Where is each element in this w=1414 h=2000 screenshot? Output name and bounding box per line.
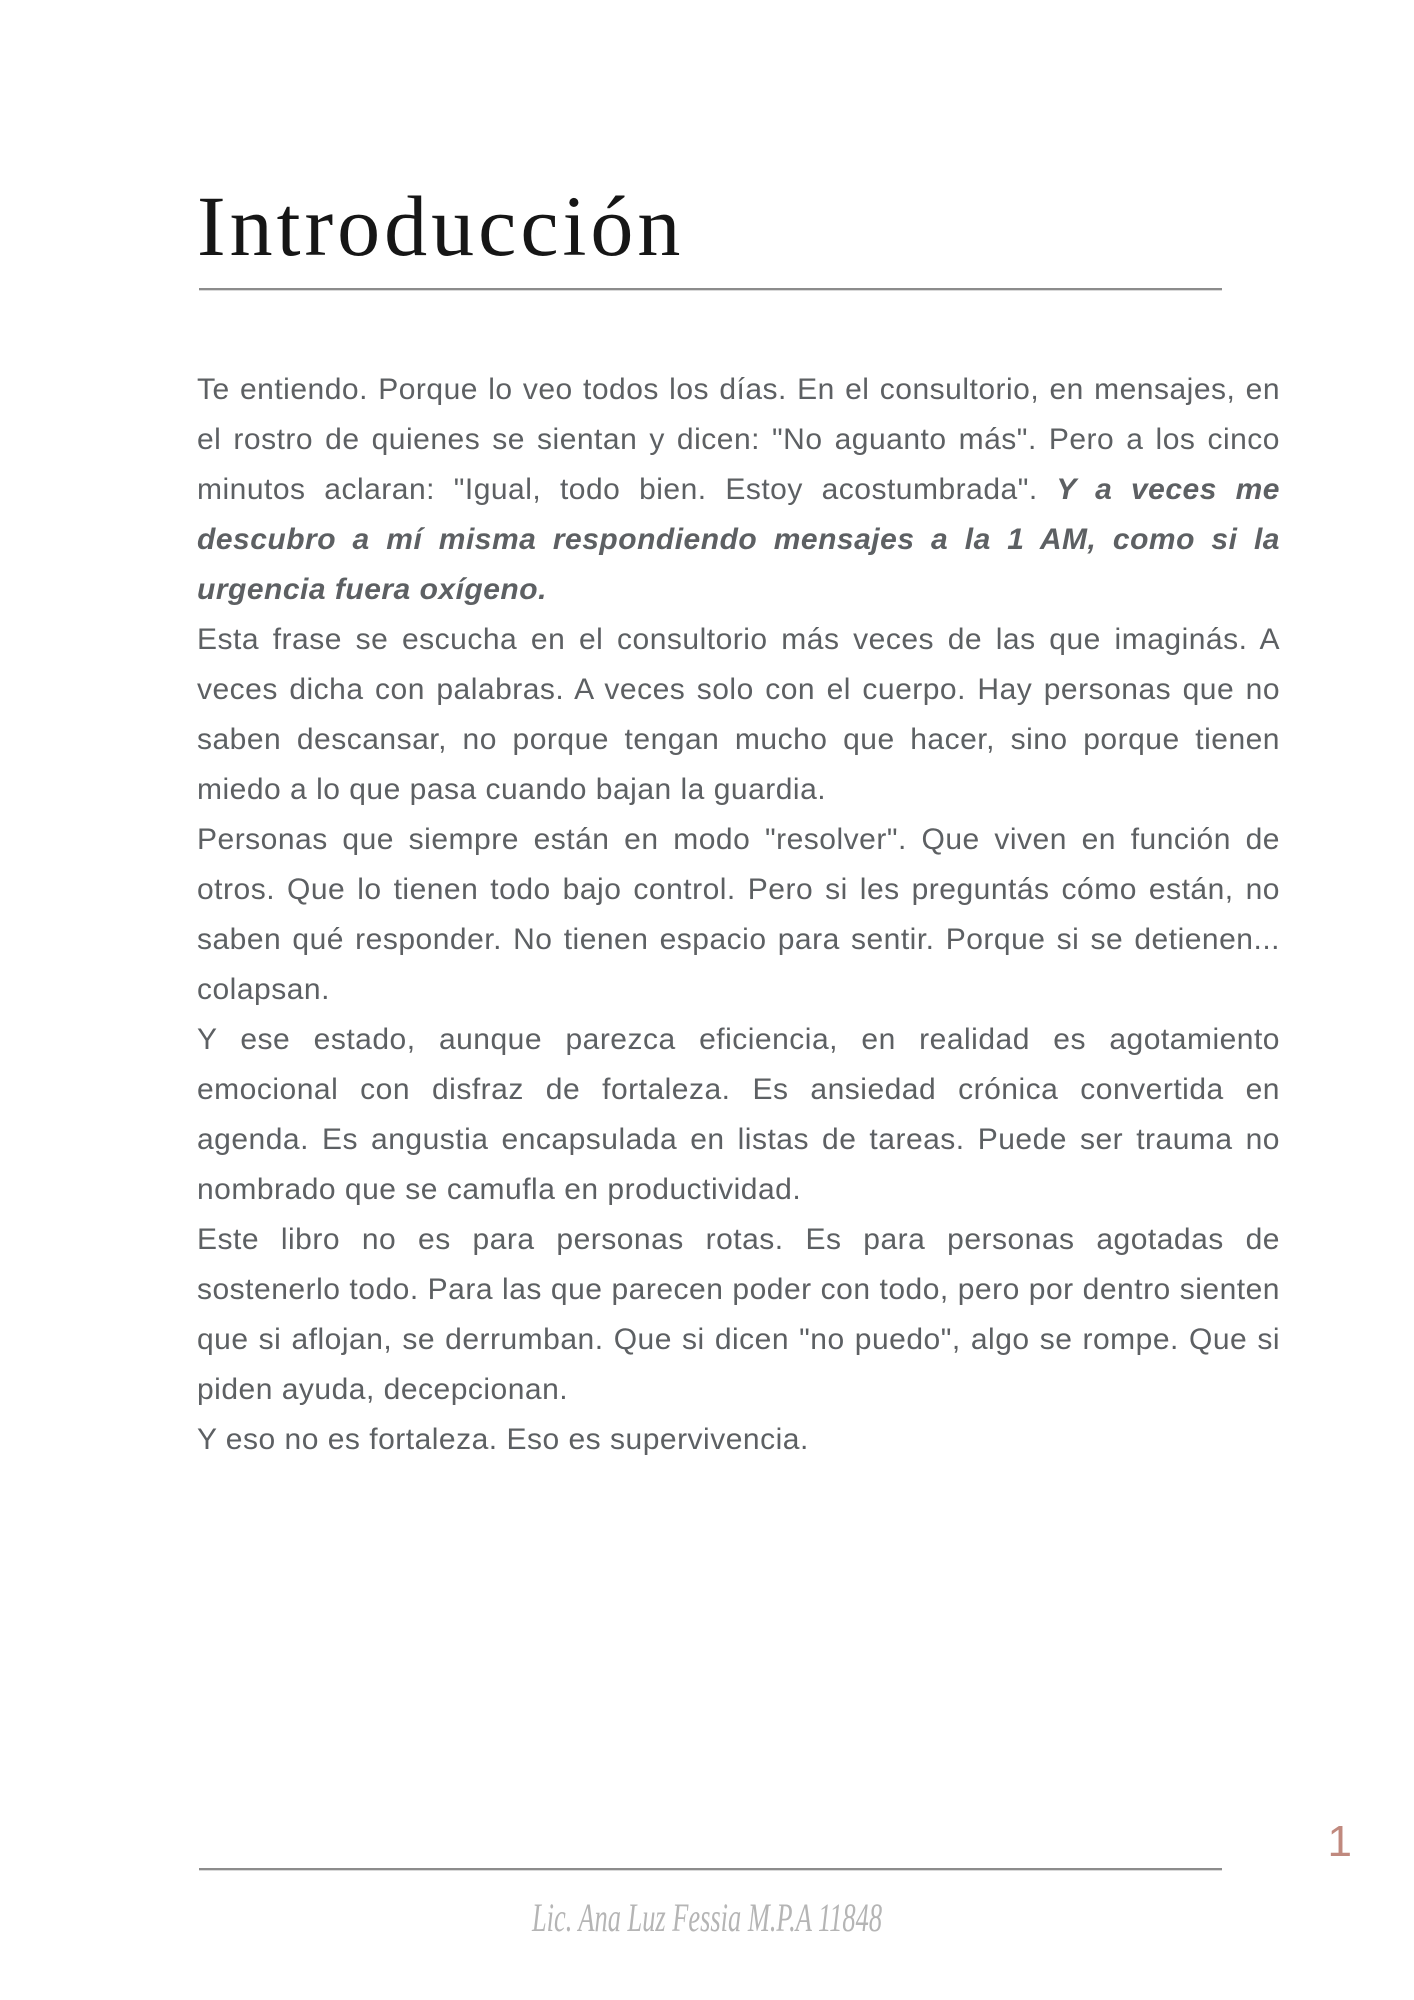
text-segment: Y ese estado, aunque parezca eficiencia, en realidad es agotamiento emocional con disfraz de fortaleza. Es ansiedad crónica convertida en agenda. Es angustia encapsulada en listas de tareas. Puede ser trauma no nombrado que se camufla en productividad. bbox=[197, 1023, 1280, 1206]
body-text bbox=[197, 365, 1280, 1465]
footer-divider bbox=[199, 1868, 1222, 1870]
text-segment: Te entiendo. Porque lo veo todos los días. En el consultorio, en mensajes, en el rostro de quienes se sientan y dicen: "No aguanto más". Pero a los cinco minutos aclaran: "Igual, todo bien. Estoy acostumbrada". bbox=[197, 373, 1280, 506]
text-segment: Esta frase se escucha en el consultorio más veces de las que imaginás. A veces dicha con palabras. A veces solo con el cuerpo. Hay personas que no saben descansar, no porque tengan mucho que hacer, sino porque tienen miedo a lo que pasa cuando bajan la guardia. bbox=[197, 623, 1280, 806]
paragraph bbox=[197, 1415, 1280, 1465]
page-title: Introducción bbox=[197, 178, 685, 274]
emphasis-text: Y a veces me descubro a mí misma respondiendo mensajes a la 1 AM, como si la urgencia fuera oxígeno. bbox=[197, 473, 1280, 606]
footer-credit: Lic. Ana Luz Fessia M.P.A 11848 bbox=[531, 1895, 883, 1940]
paragraph bbox=[197, 615, 1280, 815]
text-segment: Personas que siempre están en modo "resolver". Que viven en función de otros. Que lo tienen todo bajo control. Pero si les preguntás cómo están, no saben qué responder. No tienen espacio para sentir. Porque si se detienen... colapsan. bbox=[197, 823, 1280, 1006]
paragraph bbox=[197, 365, 1280, 615]
title-divider bbox=[199, 288, 1222, 290]
text-segment: Y eso no es fortaleza. Eso es supervivencia. bbox=[197, 1423, 809, 1456]
paragraph bbox=[197, 1015, 1280, 1215]
paragraph bbox=[197, 1215, 1280, 1415]
page-number: 1 bbox=[1327, 1817, 1352, 1866]
paragraph bbox=[197, 815, 1280, 1015]
text-segment: Este libro no es para personas rotas. Es para personas agotadas de sostenerlo todo. Para las que parecen poder con todo, pero por dentro sienten que si aflojan, se derrumban. Que si dicen "no puedo", algo se rompe. Que si piden ayuda, decepcionan. bbox=[197, 1223, 1280, 1406]
